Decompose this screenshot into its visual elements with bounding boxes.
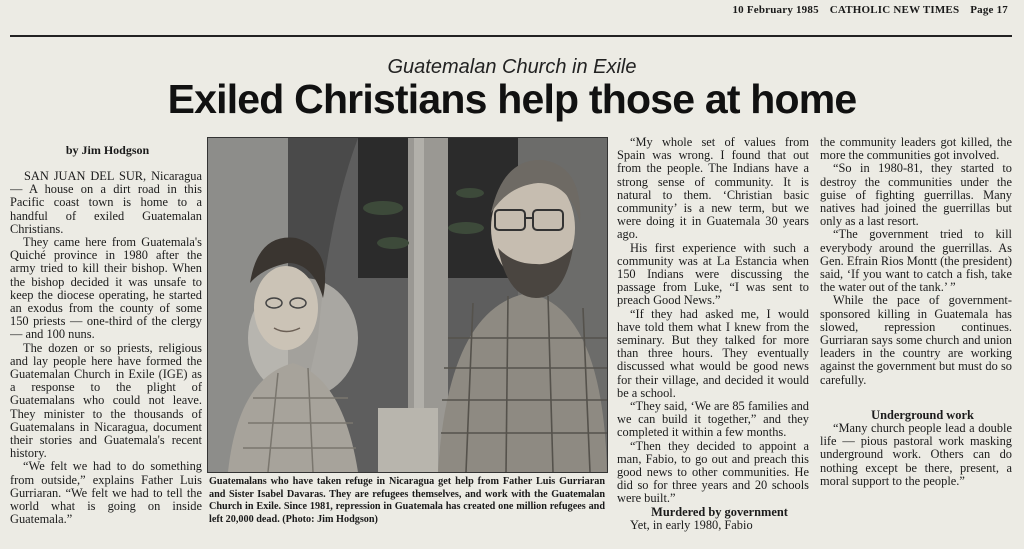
paragraph: “Then they decided to appoint a man, Fabio, to go out and preach this good news to other communities. He did so for three years and 20 schools were built.” bbox=[617, 438, 809, 506]
article-column-4 bbox=[820, 136, 1012, 549]
paragraph: “If they had asked me, I would have told them what I knew from the seminary. But they talked for more than three hours. They eventually discussed what would be good news for their village, and decided it would be a school. bbox=[617, 306, 809, 400]
article-byline: by Jim Hodgson bbox=[65, 143, 150, 157]
paragraph: Yet, in early 1980, Fabio bbox=[630, 517, 753, 532]
header-page: Page 17 bbox=[970, 4, 1008, 16]
header-rule bbox=[10, 35, 1012, 37]
paragraph: the community leaders got killed, the more the communities got involved. bbox=[820, 136, 1012, 163]
photo-caption: Guatemalans who have taken refuge in Nicaragua get help from Father Luis Gurriaran and Sister Isabel Davaras. They are refugees themselves, and work with the Guatemalan Church in Exile. Since 1981, repression in Guatemala has created one million refugees and left 20,000 dead. (Photo: Jim Hodgson) bbox=[209, 476, 605, 525]
subhead-underground: Underground work bbox=[871, 407, 974, 422]
paragraph: The dozen or so priests, religious and lay people here have formed the Guatemalan Church in Exile (IGE) as a response to the plight of Guatemalans who could not leave. They minister to the thousands of Guatemalans in Nicaragua, document their stories and Guatemala's recent history. bbox=[10, 340, 202, 461]
page-header bbox=[724, 4, 1008, 16]
paragraph: They came here from Guatemala's Quiché province in 1980 after the army tried to kill their bishop. When the bishop decided it was unsafe to keep the diocese operating, he started an exodus from the county of some 150 priests — one-third of the clergy — and 100 nuns. bbox=[10, 235, 202, 342]
paragraph: His first experience with such a community was at La Estancia when 150 Indians were discussing the passage from Luke, “I was sent to preach Good News.” bbox=[617, 240, 809, 308]
article-column-1 bbox=[10, 170, 202, 549]
article-kicker: Guatemalan Church in Exile bbox=[387, 56, 637, 78]
header-paper: CATHOLIC NEW TIMES bbox=[829, 4, 960, 16]
paragraph: “They said, ‘We are 85 families and we can build it together,” and they completed it within a few months. bbox=[617, 399, 809, 440]
paragraph: “The government tried to kill everybody around the guerrillas. As Gen. Efrain Rios Montt (the president) said, ‘If you want to catch a fish, take the water out of the tank.’ ” bbox=[820, 227, 1012, 295]
paragraph: “So in 1980-81, they started to destroy the communities under the guise of fighting guerrillas. Many natives had joined the guerrillas but only as a last resort. bbox=[820, 161, 1012, 229]
article-photo bbox=[207, 137, 608, 473]
paragraph: “Many church people lead a double life — pious pastoral work masking underground work. Others can do nothing except be there, present, a moral support to the people.” bbox=[820, 421, 1012, 488]
paragraph: While the pace of government-sponsored killing in Guatemala has slowed, repression continues. Gurriaran says some church and union leaders in the country are working against the government but must do so carefully. bbox=[820, 293, 1012, 387]
subhead-murdered: Murdered by government bbox=[651, 504, 788, 519]
paragraph: “We felt we had to do something from outside,” explains Father Luis Gurriaran. “We felt we had to tell the world what is going on inside Guatemala.” bbox=[10, 459, 202, 527]
photo-illustration bbox=[208, 138, 607, 472]
header-date: 10 February 1985 bbox=[732, 4, 819, 16]
article-headline: Exiled Christians help those at home bbox=[167, 76, 857, 122]
article-column-3 bbox=[617, 136, 809, 549]
paragraph: SAN JUAN DEL SUR, Nicaragua — A house on a dirt road in this Pacific coast town is home to a handful of exiled Guatemalan Christians. bbox=[10, 170, 202, 236]
paragraph: “My whole set of values from Spain was wrong. I found that out from the people. The Indians have a strong sense of community. It is natural to them. ‘Christian basic community’ is a new term, but we were doing it in Guatemala 30 years ago. bbox=[617, 136, 809, 242]
